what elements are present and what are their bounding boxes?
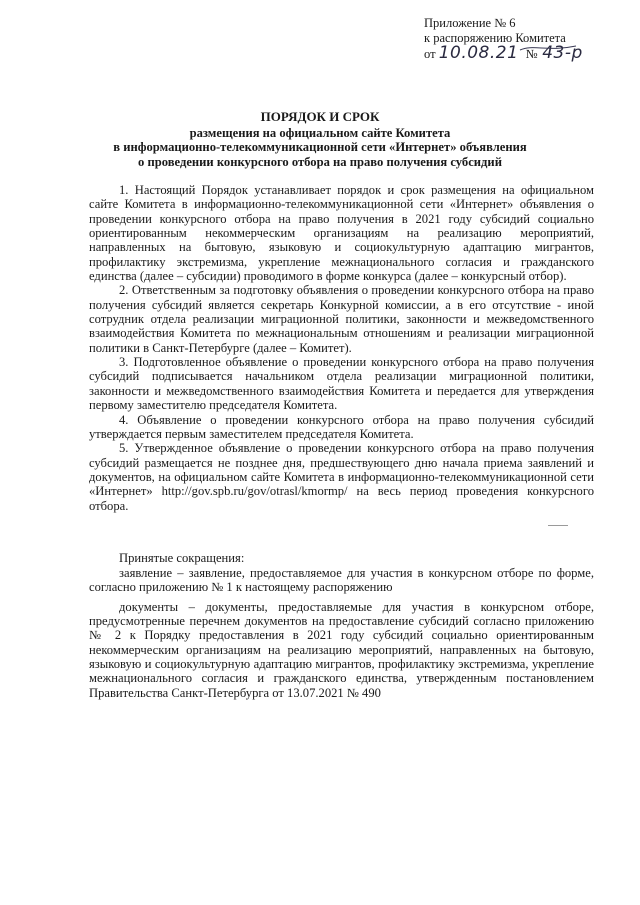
paragraph-5: 5. Утвержденное объявление о проведении конкурсного отбора на право получения субсидий размещается не позднее дня, предшествующего дню начала приема заявлений и документов, на официальном сайте Комитета в информационно-телекоммуникационной сети «Интернет» http://gov.spb.ru/gov/otrasl/kmormp/ на весь период проведения конкурсного отбора.	[89, 441, 594, 513]
appendix-reference	[424, 16, 624, 62]
title-subline-3: о проведении конкурсного отбора на право получения субсидий	[138, 154, 502, 169]
document-title	[60, 110, 580, 169]
abbreviation-item: заявление – заявление, предоставляемое для участия в конкурсном отборе по форме, согласно приложению № 1 к настоящему распоряжению	[89, 566, 594, 595]
document-body	[89, 183, 594, 513]
abbreviations-list	[89, 566, 594, 700]
paragraph-3: 3. Подготовленное объявление о проведении конкурсного отбора на право получения субсидий подписывается начальником отдела реализации миграционной политики, законности и межведомственного взаимодействия Комитета и передается для утверждения первому заместителю председателя Комитета.	[89, 355, 594, 413]
number-label: №	[525, 47, 538, 61]
scan-artifact	[548, 525, 568, 526]
appendix-number: Приложение № 6	[424, 16, 516, 30]
paragraph-4: 4. Объявление о проведении конкурсного отбора на право получения субсидий утверждается первым заместителем председателя Комитета.	[89, 412, 594, 441]
title-main: ПОРЯДОК И СРОК	[260, 109, 380, 124]
abbreviation-item: документы – документы, предоставляемые для участия в конкурсном отборе, предусмотренные перечнем документов на предоставление субсидий согласно приложению № 2 к Порядку предоставления в 2021 году субсидий социально ориентированным некоммерческим организациям на реализацию мероприятий, направленных на бытовую, языковую и социокультурную адаптацию мигрантов, профилактику экстремизма, укрепление межнационального согласия и гражданского единства, утвержденным постановлением Правительства Санкт-Петербурга от 13.07.2021 № 490	[89, 599, 594, 700]
appendix-order-ref: к распоряжению Комитета	[424, 31, 566, 45]
paragraph-2: 2. Ответственным за подготовку объявления о проведении конкурсного отбора на право получения субсидий является секретарь Конкурной комиссии, а в его отсутствие - иной сотрудник отдела реализации миграционной политики, законности и межведомственного взаимодействия Комитета по межнациональным отношениям и реализации миграционной политики в Санкт-Петербурге (далее – Комитет).	[89, 283, 594, 355]
paragraph-1: 1. Настоящий Порядок устанавливает порядок и срок размещения на официальном сайте Комитета в информационно-телекоммуникационной сети «Интернет» объявления о проведении конкурсного отбора на право получения в 2021 году субсидий социально ориентированным некоммерческим организациям на реализацию мероприятий, направленных на бытовую, языковую и социокультурную адаптацию мигрантов, профилактику экстремизма, укрепление межнационального согласия и гражданского единства (далее – субсидии) проводимого в форме конкурса (далее – конкурсный отбор).	[89, 183, 594, 284]
pen-underline-stroke	[518, 42, 578, 54]
title-subline-2: в информационно-телекоммуникационной сети «Интернет» объявления	[113, 140, 527, 154]
handwritten-number: 43-р	[542, 43, 583, 63]
date-from-label: от	[424, 47, 436, 61]
abbreviations-heading: Принятые сокращения:	[119, 551, 245, 565]
handwritten-date: 10.08.21	[438, 43, 519, 63]
title-subline-1: размещения на официальном сайте Комитета	[189, 125, 451, 140]
